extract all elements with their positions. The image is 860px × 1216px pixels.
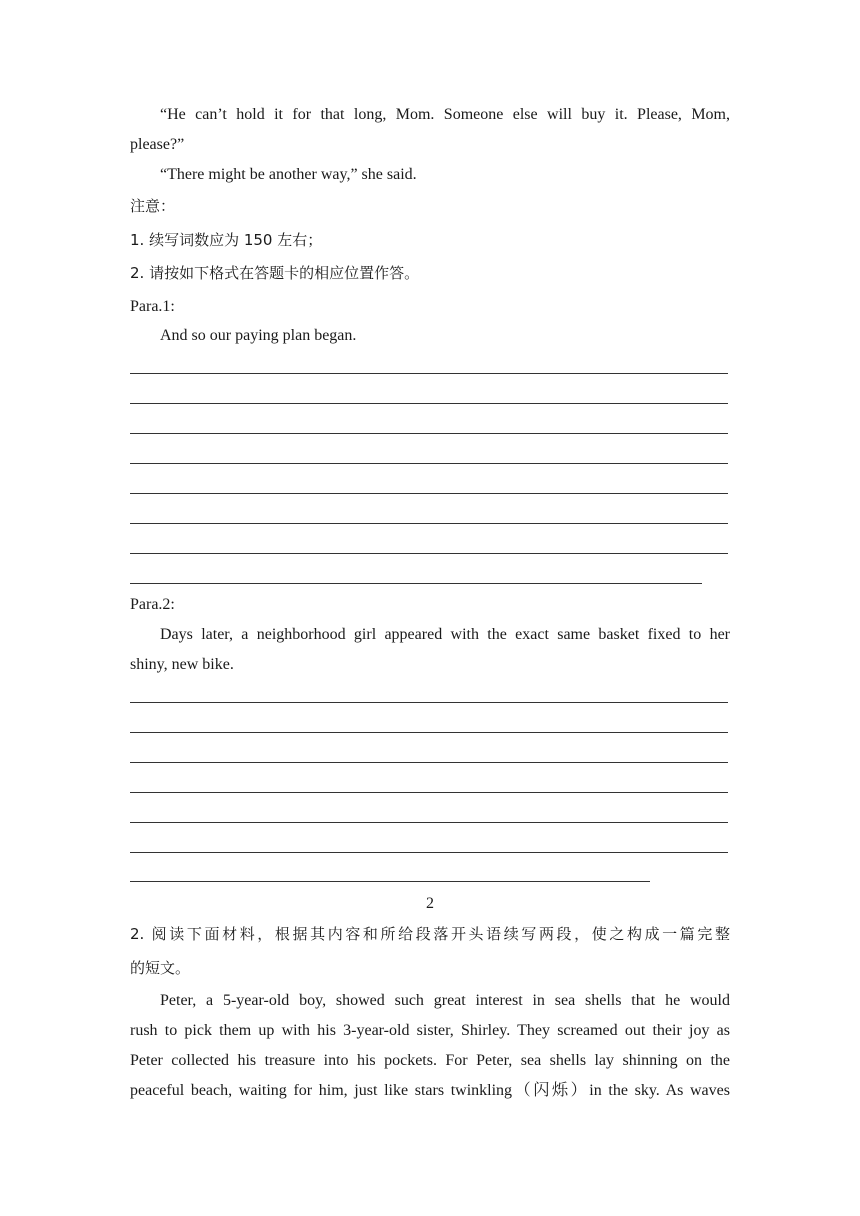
writing-line: [130, 732, 728, 733]
writing-line: [130, 822, 728, 823]
document-page: [130, 0, 730, 1216]
writing-line: [130, 523, 728, 524]
dialogue-line: please?”: [130, 136, 185, 153]
writing-line: [130, 852, 728, 853]
question-instruction: 的短文。: [130, 959, 191, 977]
question-instruction: 2. 阅读下面材料，根据其内容和所给段落开头语续写两段，使之构成一篇完整: [130, 925, 730, 943]
para2-opening: shiny, new bike.: [130, 656, 234, 673]
writing-line: [130, 762, 728, 763]
para2-opening: Days later, a neighborhood girl appeared with the exact same basket fixed to her: [160, 626, 730, 643]
writing-line: [130, 553, 728, 554]
passage-line: rush to pick them up with his 3-year-old sister, Shirley. They screamed out their joy as: [130, 1022, 730, 1039]
para1-label: Para.1:: [130, 298, 175, 315]
notes-item: 2. 请按如下格式在答题卡的相应位置作答。: [130, 264, 420, 282]
writing-line: [130, 493, 728, 494]
writing-line: [130, 702, 728, 703]
passage-line: Peter, a 5-year-old boy, showed such great interest in sea shells that he would: [160, 992, 730, 1009]
dialogue-line: “He can’t hold it for that long, Mom. Someone else will buy it. Please, Mom,: [160, 106, 730, 123]
writing-line: [130, 792, 728, 793]
notes-heading: 注意：: [130, 197, 176, 215]
para1-opening: And so our paying plan began.: [160, 327, 357, 344]
notes-item: 1. 续写词数应为 150 左右；: [130, 231, 323, 249]
dialogue-line: “There might be another way,” she said.: [160, 166, 417, 183]
passage-line: Peter collected his treasure into his pockets. For Peter, sea shells lay shinning on the: [130, 1052, 730, 1069]
writing-line: [130, 463, 728, 464]
passage-line: peaceful beach, waiting for him, just like stars twinkling（闪烁）in the sky. As waves: [130, 1082, 730, 1099]
para2-label: Para.2:: [130, 596, 175, 613]
writing-line: [130, 433, 728, 434]
page-number: 2: [426, 895, 434, 912]
writing-line: [130, 403, 728, 404]
writing-line: [130, 583, 702, 584]
writing-line: [130, 881, 650, 882]
writing-line: [130, 373, 728, 374]
